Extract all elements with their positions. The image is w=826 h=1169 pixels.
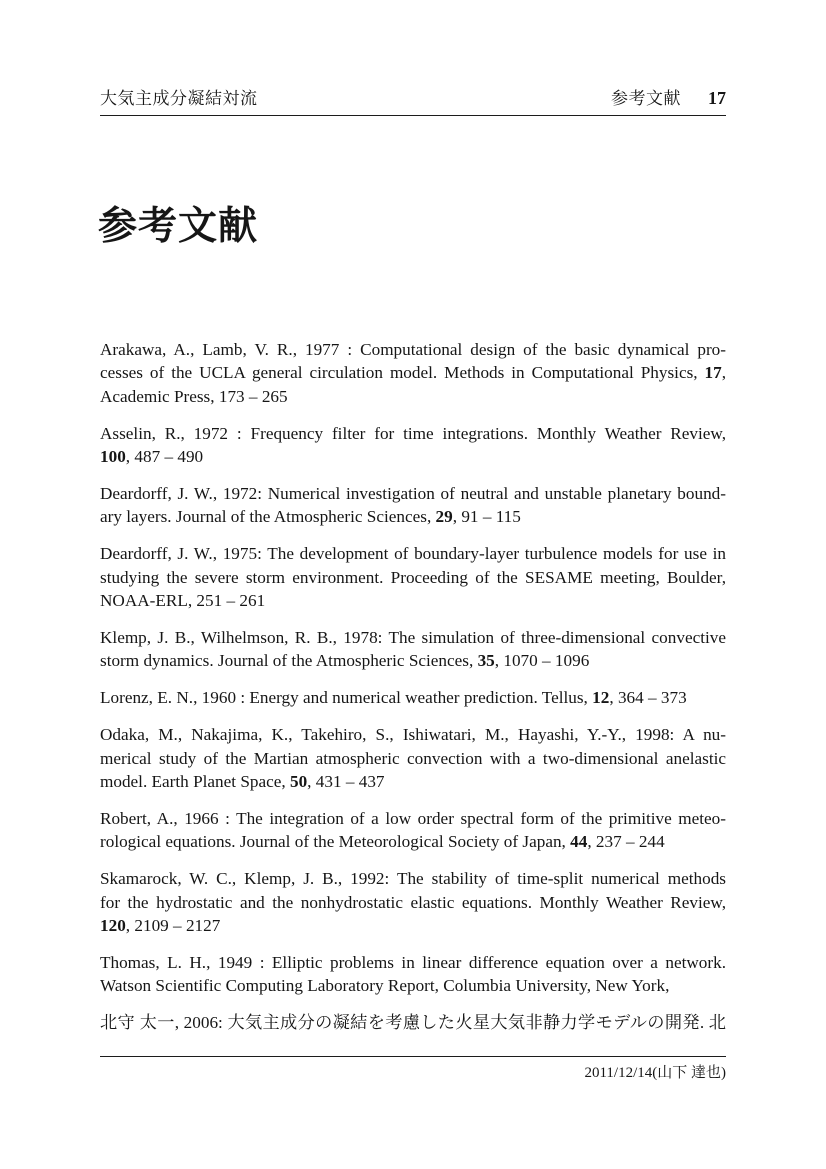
reference-item (100, 422, 726, 469)
reference-item (100, 867, 726, 937)
reference-text: storm dynamics. Journal of the Atmospheric Sciences, (100, 651, 478, 671)
reference-item (100, 338, 726, 408)
reference-line (100, 422, 726, 445)
volume-number: 100 (100, 447, 126, 467)
reference-list (100, 338, 726, 1048)
reference-text: Deardorff, J. W., 1975: The development of boundary-layer turbulence models for use in (100, 544, 726, 564)
reference-line (100, 830, 726, 853)
reference-text: Watson Scientific Computing Laboratory Report, Columbia University, New York, (100, 976, 670, 996)
header-left-title: 大気主成分凝結対流 (100, 89, 258, 108)
reference-text: Academic Press, 173 – 265 (100, 386, 288, 406)
volume-number: 35 (477, 651, 495, 671)
page-header (100, 84, 726, 116)
reference-line (100, 807, 726, 830)
reference-line (100, 542, 726, 565)
reference-text: , 91 – 115 (452, 507, 521, 527)
reference-text: model. Earth Planet Space, (100, 772, 290, 792)
reference-text: , 2109 – 2127 (125, 916, 221, 936)
reference-text: merical study of the Martian atmospheric convection with a two-dimensional anelastic (100, 748, 726, 768)
reference-text: , 364 – 373 (609, 688, 687, 708)
reference-line (100, 1011, 726, 1034)
reference-text: 北守 太一, 2006: 大気主成分の凝結を考慮した火星大気非静力学モデルの開発. 北 (100, 1013, 726, 1033)
reference-text: Klemp, J. B., Wilhelmson, R. B., 1978: The simulation of three-dimensional convective (100, 628, 726, 648)
reference-text: Skamarock, W. C., Klemp, J. B., 1992: The stability of time-split numerical methods (100, 869, 726, 889)
reference-line (100, 686, 726, 709)
reference-line (100, 723, 726, 746)
reference-text: Thomas, L. H., 1949 : Elliptic problems in linear difference equation over a network. (100, 953, 726, 973)
reference-text: studying the severe storm environment. Proceeding of the SESAME meeting, Boulder, (100, 567, 726, 587)
reference-line (100, 385, 726, 408)
reference-text: Lorenz, E. N., 1960 : Energy and numerical weather prediction. Tellus, (100, 688, 593, 708)
reference-line (100, 747, 726, 770)
reference-text: rological equations. Journal of the Meteorological Society of Japan, (100, 832, 571, 852)
reference-line (100, 914, 726, 937)
header-page-number: 17 (708, 88, 726, 108)
reference-text: , 237 – 244 (587, 832, 665, 852)
volume-number: 44 (570, 832, 588, 852)
volume-number: 12 (592, 688, 610, 708)
volume-number: 17 (704, 363, 722, 383)
reference-item (100, 1011, 726, 1034)
reference-line (100, 951, 726, 974)
reference-line (100, 770, 726, 793)
reference-text: , (721, 363, 726, 383)
reference-line (100, 974, 726, 997)
reference-text: Robert, A., 1966 : The integration of a low order spectral form of the primitive meteo- (100, 809, 726, 828)
volume-number: 29 (435, 507, 453, 527)
reference-line (100, 445, 726, 468)
reference-item (100, 542, 726, 612)
volume-number: 120 (100, 916, 126, 936)
reference-item (100, 723, 726, 793)
reference-item (100, 482, 726, 529)
header-right-group (611, 84, 726, 109)
reference-line (100, 566, 726, 589)
reference-line (100, 626, 726, 649)
reference-text: for the hydrostatic and the nonhydrostatic elastic equations. Monthly Weather Review, (100, 892, 726, 912)
reference-item (100, 807, 726, 854)
reference-text: , 431 – 437 (307, 772, 385, 792)
reference-line (100, 867, 726, 890)
reference-line (100, 361, 726, 384)
reference-line (100, 482, 726, 505)
reference-text: Arakawa, A., Lamb, V. R., 1977 : Computational design of the basic dynamical pro- (100, 340, 726, 359)
reference-text: , 487 – 490 (125, 447, 204, 467)
reference-line (100, 338, 726, 361)
chapter-title: 参考文献 (98, 205, 259, 248)
volume-number: 50 (289, 772, 308, 792)
page-footer (100, 1056, 726, 1082)
reference-text: Asselin, R., 1972 : Frequency filter for time integrations. Monthly Weather Review, (100, 423, 726, 443)
reference-line (100, 505, 726, 528)
reference-text: NOAA-ERL, 251 – 261 (100, 591, 266, 611)
reference-text: ary layers. Journal of the Atmospheric Sciences, (100, 507, 436, 527)
reference-item (100, 626, 726, 673)
reference-item (100, 951, 726, 998)
reference-item (100, 686, 726, 709)
reference-text: Deardorff, J. W., 1972: Numerical investigation of neutral and unstable planetary bound- (100, 484, 726, 504)
reference-line (100, 589, 726, 612)
reference-text: , 1070 – 1096 (494, 651, 590, 671)
reference-line (100, 891, 726, 914)
reference-text: cesses of the UCLA general circulation model. Methods in Computational Physics, (100, 363, 705, 383)
reference-text: Odaka, M., Nakajima, K., Takehiro, S., Ishiwatari, M., Hayashi, Y.-Y., 1998: A nu- (100, 725, 726, 745)
header-section-label: 参考文献 (611, 89, 681, 108)
reference-line (100, 649, 726, 672)
footer-date-credit: 2011/12/14(山下 達也) (584, 1065, 726, 1081)
